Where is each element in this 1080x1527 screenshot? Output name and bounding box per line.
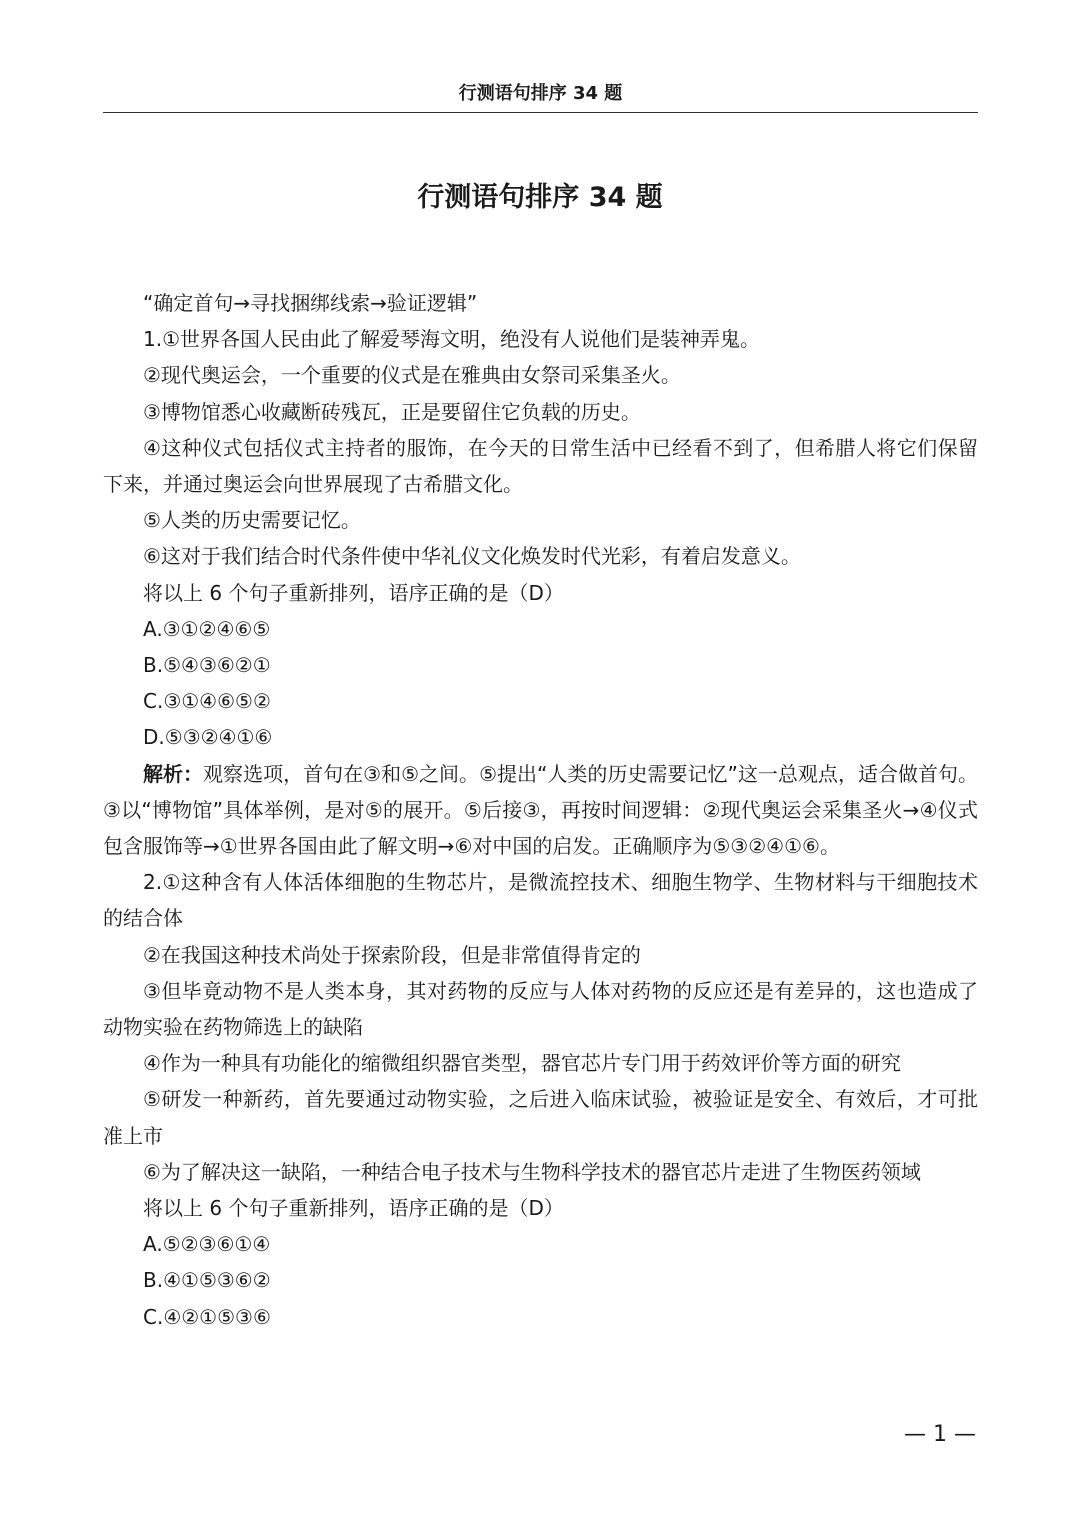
- page-number: — 1 —: [904, 1422, 976, 1447]
- q1-option-d: D.⑤③②④①⑥: [143, 725, 273, 750]
- q2-sentence-6: ⑥为了解决这一缺陷，一种结合电子技术与生物科学技术的器官芯片走进了生物医药领域: [143, 1159, 921, 1184]
- q2-sentence-5: ⑤研发一种新药，首先要通过动物实验，之后进入临床试验，被验证是安全、有效后，才可批准上市: [103, 1087, 978, 1148]
- q2-sentence-3: ③但毕竟动物不是人类本身，其对药物的反应与人体对药物的反应还是有差异的，这也造成了动物实验在药物筛选上的缺陷: [103, 978, 978, 1040]
- q1-sentence-2: ②现代奥运会，一个重要的仪式是在雅典由女祭司采集圣火。: [143, 363, 681, 388]
- running-header: 行测语句排序 34 题: [458, 83, 623, 104]
- q2-option-a: A.⑤②③⑥①④: [143, 1232, 271, 1257]
- analysis-text: 观察选项，首句在③和⑤之间。⑤提出“人类的历史需要记忆”这一总观点，适合做首句。③以“博物馆”具体举例，是对⑤的展开。⑤后接③，再按时间逻辑：②现代奥运会采集圣火→④仪式包含服饰等→①世界各国由此了解文明→⑥对中国的启发。正确顺序为⑤③②④①⑥。: [103, 761, 979, 859]
- q1-prompt: 将以上 6 个句子重新排列，语序正确的是（D）: [143, 580, 564, 605]
- intro-line: “确定首句→寻找捆绑线索→验证逻辑”: [143, 291, 478, 315]
- q1-sentence-5: ⑤人类的历史需要记忆。: [143, 508, 361, 533]
- q2-option-c: C.④②①⑤③⑥: [143, 1304, 271, 1329]
- q2-sentence-2: ②在我国这种技术尚处于探索阶段，但是非常值得肯定的: [143, 942, 641, 967]
- q2-prompt: 将以上 6 个句子重新排列，语序正确的是（D）: [143, 1196, 564, 1221]
- q1-analysis: [103, 756, 978, 865]
- page-title: 行测语句排序 34 题: [417, 182, 663, 213]
- q1-option-a: A.③①②④⑥⑤: [143, 616, 271, 641]
- q1-option-b: B.⑤④③⑥②①: [143, 653, 271, 678]
- q2-sentence-1: 2.①这种含有人体活体细胞的生物芯片，是微流控技术、细胞生物学、生物材料与干细胞技术的结合体: [103, 870, 978, 931]
- q1-sentence-6: ⑥这对于我们结合时代条件使中华礼仪文化焕发时代光彩，有着启发意义。: [143, 544, 801, 569]
- q1-option-c: C.③①④⑥⑤②: [143, 689, 271, 714]
- document-body: [103, 285, 978, 1335]
- analysis-label: 解析：: [143, 761, 204, 786]
- q1-sentence-4: ④这种仪式包括仪式主持者的服饰，在今天的日常生活中已经看不到了，但希腊人将它们保留下来，并通过奥运会向世界展现了古希腊文化。: [103, 435, 978, 497]
- q1-sentence-1: 1.①世界各国人民由此了解爱琴海文明，绝没有人说他们是装神弄鬼。: [143, 327, 761, 352]
- q1-sentence-3: ③博物馆悉心收藏断砖残瓦，正是要留住它负载的历史。: [143, 399, 641, 424]
- q2-option-b: B.④①⑤③⑥②: [143, 1268, 271, 1293]
- header-divider: [103, 112, 978, 113]
- q2-sentence-4: ④作为一种具有功能化的缩微组织器官类型，器官芯片专门用于药效评价等方面的研究: [143, 1051, 901, 1076]
